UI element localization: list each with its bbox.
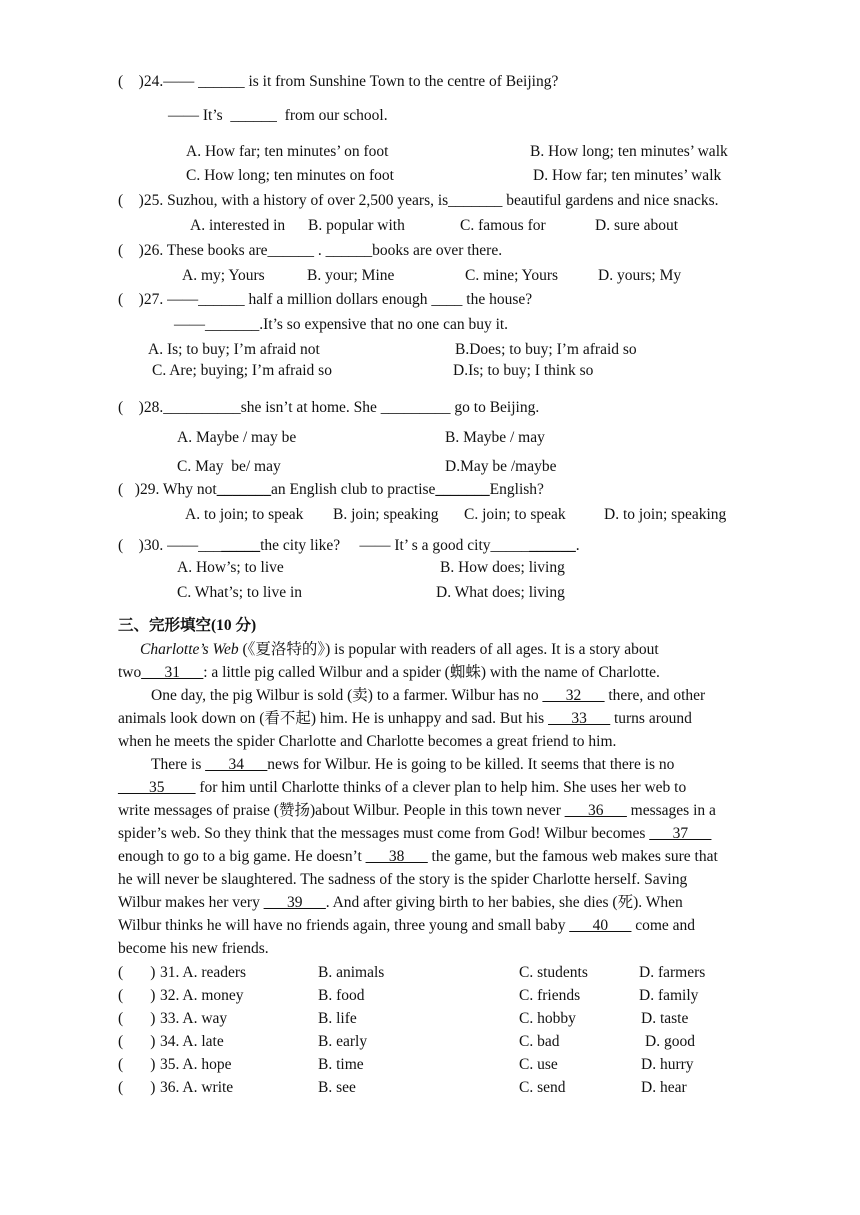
blank-35: ____35____	[118, 779, 196, 796]
blank-38: ___38___	[365, 848, 428, 865]
cloze-option-d: D. good	[645, 1033, 695, 1050]
q30-option-a: A. How’s; to live	[177, 559, 284, 576]
q28-option-a: A. Maybe / may be	[177, 429, 297, 446]
blank-36: ___36___	[564, 802, 627, 819]
passage-text: There is	[151, 756, 206, 773]
q27-option-b: B.Does; to buy; I’m afraid so	[455, 341, 637, 358]
passage-text: two	[118, 664, 142, 681]
cloze-option-b: B. life	[318, 1010, 357, 1027]
passage-text: turns around	[610, 710, 692, 727]
cloze-option-c: C. friends	[519, 987, 581, 1004]
q24-option-d: D. How far; ten minutes’ walk	[533, 167, 722, 184]
q24-option-c: C. How long; ten minutes on foot	[186, 167, 394, 184]
passage-line-11: he will never be slaughtered. The sadness of the story is the spider Charlotte herself. Saving	[118, 871, 688, 888]
cloze-option-b: B. time	[318, 1056, 364, 1073]
cloze-answer-paren: ( )	[118, 1079, 156, 1096]
passage-line-13	[118, 917, 695, 936]
passage-text: (《夏洛特的》) is popular with readers of all ages. It is a story about	[238, 641, 659, 658]
cloze-answer-paren: ( )	[118, 987, 156, 1004]
q30-option-d: D. What does; living	[436, 584, 565, 601]
blank-39: ___39___	[263, 894, 326, 911]
blank-32: ___32___	[542, 687, 605, 704]
cloze-option-d: D. hear	[641, 1079, 687, 1096]
q28-option-b: B. Maybe / may	[445, 429, 545, 446]
cloze-option-c: C. bad	[519, 1033, 560, 1050]
q24-reply: —— It’s ______ from our school.	[168, 107, 388, 124]
q25-option-b: B. popular with	[308, 217, 405, 234]
q24-stem: ( )24.—— ______ is it from Sunshine Town to the centre of Beijing?	[118, 73, 559, 90]
q29-option-c: C. join; to speak	[464, 506, 566, 523]
cloze-option-d: D. family	[639, 987, 699, 1004]
q25-stem: ( )25. Suzhou, with a history of over 2,500 years, is_______ beautiful gardens and nice snacks.	[118, 192, 719, 209]
passage-text: news for Wilbur. He is going to be killed. It seems that there is no	[267, 756, 675, 773]
cloze-option-a: 31. A. readers	[160, 964, 247, 981]
cloze-option-a: 34. A. late	[160, 1033, 224, 1050]
cloze-answer-paren: ( )	[118, 1033, 156, 1050]
passage-text: write messages of praise (赞扬)about Wilbur. People in this town never	[118, 802, 565, 819]
passage-line-6	[151, 756, 674, 775]
q30-blank-1: _____	[221, 537, 261, 554]
passage-text: there, and other	[604, 687, 706, 704]
q29-blank-1: _______	[216, 481, 271, 498]
q29-option-a: A. to join; to speak	[185, 506, 304, 523]
q30-stem	[118, 537, 580, 556]
passage-text: One day, the pig Wilbur is sold (卖) to a farmer. Wilbur has no	[151, 687, 543, 704]
cloze-option-b: B. see	[318, 1079, 356, 1096]
passage-line-7	[118, 779, 686, 798]
passage-text: Wilbur thinks he will have no friends again, three young and small baby	[118, 917, 570, 934]
q30-option-c: C. What’s; to live in	[177, 584, 302, 601]
blank-33: ___33___	[548, 710, 611, 727]
q29-stem-pre: ( )29. Why not	[118, 481, 217, 498]
q26-option-a: A. my; Yours	[182, 267, 265, 284]
passage-line-8	[118, 802, 716, 821]
cloze-option-d: D. hurry	[641, 1056, 694, 1073]
q27-reply: ——_______.It’s so expensive that no one can buy it.	[174, 316, 509, 333]
q30-option-b: B. How does; living	[440, 559, 565, 576]
blank-37: ___37___	[649, 825, 712, 842]
passage-text: the game, but the famous web makes sure that	[427, 848, 718, 865]
passage-line-10	[118, 848, 718, 867]
q26-stem: ( )26. These books are______ . ______books are over there.	[118, 242, 503, 259]
section-heading-cloze: 三、完形填空(10 分)	[118, 617, 257, 634]
cloze-answer-paren: ( )	[118, 964, 156, 981]
cloze-option-c: C. hobby	[519, 1010, 576, 1027]
passage-line-3	[151, 687, 705, 706]
q29-stem-post: English?	[489, 481, 544, 498]
q29-stem	[118, 481, 544, 500]
q29-stem-mid: an English club to practise	[270, 481, 436, 498]
passage-text: . And after giving birth to her babies, she dies (死). When	[325, 894, 683, 911]
passage-text: for him until Charlotte thinks of a clever plan to help him. She uses her web to	[195, 779, 687, 796]
passage-line-4	[118, 710, 692, 729]
q29-option-d: D. to join; speaking	[604, 506, 727, 523]
book-title: Charlotte’s Web	[140, 641, 239, 658]
q27-option-c: C. Are; buying; I’m afraid so	[152, 362, 332, 379]
cloze-option-a: 35. A. hope	[160, 1056, 232, 1073]
cloze-answer-paren: ( )	[118, 1010, 156, 1027]
q26-option-b: B. your; Mine	[307, 267, 395, 284]
cloze-option-a: 36. A. write	[160, 1079, 234, 1096]
cloze-option-a: 33. A. way	[160, 1010, 228, 1027]
q24-option-a: A. How far; ten minutes’ on foot	[186, 143, 389, 160]
passage-text: animals look down on (看不起) him. He is unhappy and sad. But his	[118, 710, 549, 727]
passage-line-1	[140, 641, 659, 660]
cloze-option-b: B. food	[318, 987, 365, 1004]
q29-option-b: B. join; speaking	[333, 506, 439, 523]
cloze-option-b: B. animals	[318, 964, 385, 981]
q25-option-a: A. interested in	[190, 217, 286, 234]
passage-line-12	[118, 894, 683, 913]
passage-text: Wilbur makes her very	[118, 894, 264, 911]
passage-text: come and	[631, 917, 696, 934]
q26-option-d: D. yours; My	[598, 267, 682, 284]
passage-text: spider’s web. So they think that the messages must come from God! Wilbur becomes	[118, 825, 650, 842]
blank-34: ___34___	[205, 756, 268, 773]
blank-31: ___31___	[141, 664, 204, 681]
passage-text: : a little pig called Wilbur and a spider (蜘蛛) with the name of Charlotte.	[203, 664, 660, 681]
q29-blank-2: _______	[435, 481, 490, 498]
q30-stem-post: .	[575, 537, 580, 554]
passage-line-9	[118, 825, 711, 844]
passage-text: messages in a	[626, 802, 716, 819]
passage-line-14: become his new friends.	[118, 940, 269, 957]
passage-text: enough to go to a big game. He doesn’t	[118, 848, 366, 865]
cloze-option-d: D. taste	[641, 1010, 689, 1027]
cloze-option-c: C. send	[519, 1079, 566, 1096]
q24-option-b: B. How long; ten minutes’ walk	[530, 143, 728, 160]
cloze-answer-paren: ( )	[118, 1056, 156, 1073]
q28-option-d: D.May be /maybe	[445, 458, 557, 475]
cloze-option-d: D. farmers	[639, 964, 706, 981]
cloze-option-b: B. early	[318, 1033, 368, 1050]
q30-blank-2: ______	[529, 537, 576, 554]
q25-option-d: D. sure about	[595, 217, 679, 234]
q25-option-c: C. famous for	[460, 217, 546, 234]
q26-option-c: C. mine; Yours	[465, 267, 559, 284]
q28-option-c: C. May be/ may	[177, 458, 281, 475]
q28-stem: ( )28.__________she isn’t at home. She _________ go to Beijing.	[118, 399, 540, 416]
q30-stem-pre: ( )30. ——___	[118, 537, 222, 554]
q27-stem: ( )27. ——______ half a million dollars enough ____ the house?	[118, 291, 533, 308]
q27-option-a: A. Is; to buy; I’m afraid not	[148, 341, 320, 358]
q27-option-d: D.Is; to buy; I think so	[453, 362, 594, 379]
cloze-option-a: 32. A. money	[160, 987, 244, 1004]
passage-line-2	[118, 664, 660, 683]
passage-line-5: when he meets the spider Charlotte and Charlotte becomes a great friend to him.	[118, 733, 617, 750]
cloze-option-c: C. use	[519, 1056, 558, 1073]
q30-stem-mid: the city like? —— It’ s a good city_____	[260, 537, 530, 554]
blank-40: ___40___	[569, 917, 632, 934]
cloze-option-c: C. students	[519, 964, 588, 981]
